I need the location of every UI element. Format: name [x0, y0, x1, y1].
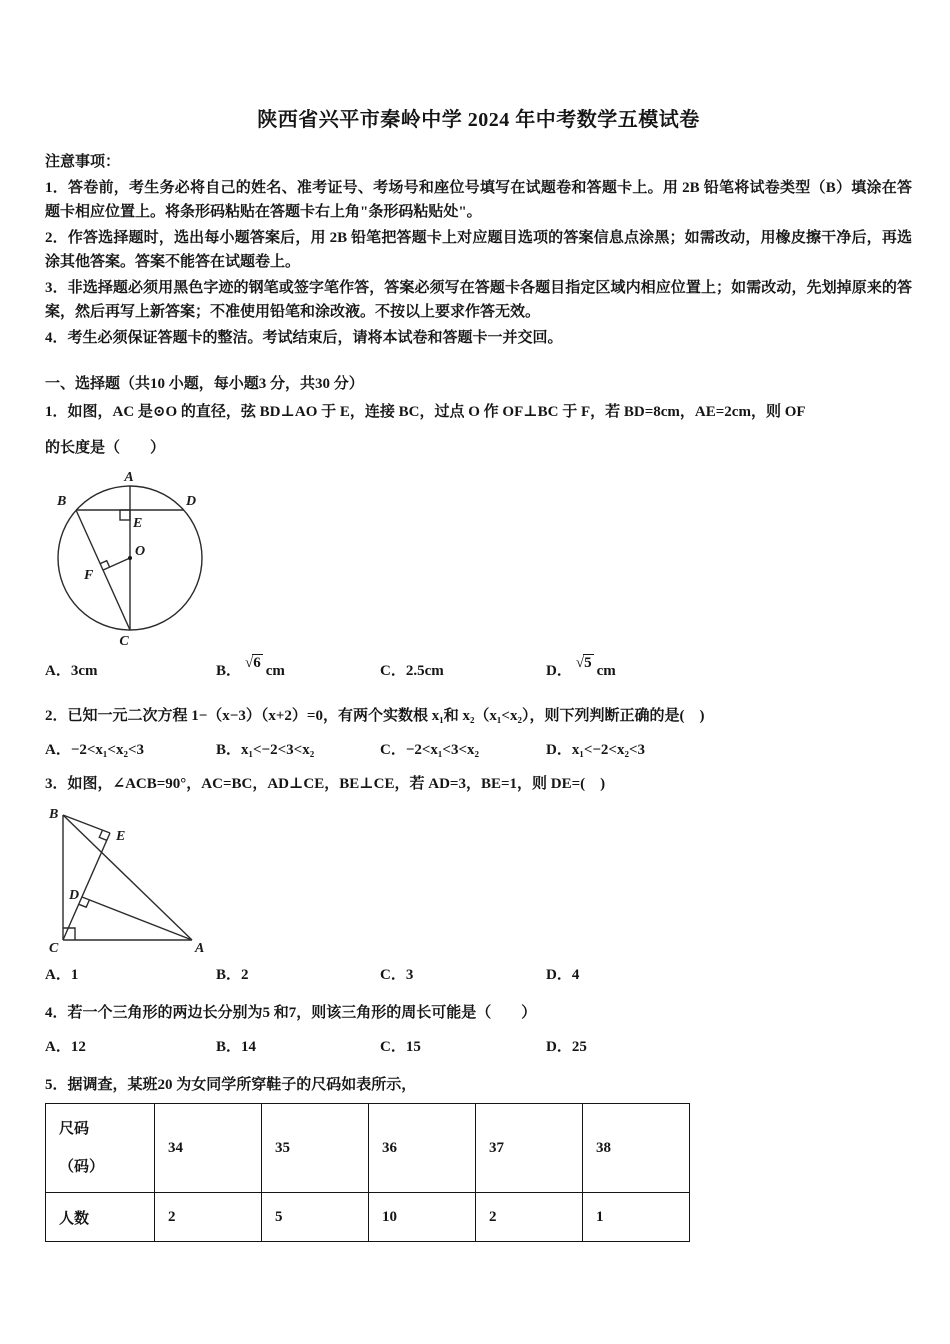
question-5-text: 5．据调查，某班20 为女同学所穿鞋子的尺码如表所示， — [45, 1077, 417, 1093]
question-2-option-c: C．−2<x₁<3<x₂ — [380, 742, 480, 758]
table-cell: 34 — [155, 1104, 262, 1193]
table-header-count: 人数 — [46, 1193, 155, 1242]
circle-geometry-figure — [45, 468, 215, 648]
question-3-option-b: B．2 — [216, 967, 249, 983]
table-cell: 38 — [583, 1104, 690, 1193]
figure-label-a: A — [124, 470, 134, 485]
table-cell: 37 — [476, 1104, 583, 1193]
radicand: 6 — [253, 655, 261, 671]
question-3-option-a: A．1 — [45, 967, 79, 983]
segment-of — [103, 558, 130, 570]
question-1-option-b — [216, 656, 380, 686]
right-angle-mark-c — [63, 928, 75, 940]
notice-heading: 注意事项： — [45, 154, 121, 170]
question-3-option-c: C．3 — [380, 967, 414, 983]
question-2-text: 2．已知一元二次方程 1−（x−3）（x+2）=0，有两个实数根 x₁和 x₂（x₁<x₂），则下列判断正确的是( ) — [45, 708, 705, 724]
segment-ba — [63, 815, 192, 940]
triangle-geometry-figure — [45, 802, 235, 957]
table-header-size-line2: （码） — [59, 1159, 105, 1175]
option-unit: cm — [265, 663, 285, 679]
notice-item-4: 4．考生必须保证答题卡的整洁。考试结束后，请将本试卷和答题卡一并交回。 — [45, 330, 563, 346]
table-row-sizes — [46, 1104, 690, 1193]
figure-label-e: E — [133, 516, 143, 531]
question-1-option-c — [380, 656, 546, 686]
option-text: C．2.5cm — [380, 663, 444, 679]
question-1-option-d — [546, 656, 912, 686]
right-angle-mark-e — [120, 510, 130, 520]
option-text: D． — [546, 663, 572, 679]
table-header-size-line1: 尺码 — [59, 1121, 90, 1137]
table-cell: 10 — [369, 1193, 476, 1242]
question-3-options — [45, 963, 912, 987]
sqrt-sign: √ — [575, 655, 584, 671]
figure-label-b: B — [57, 494, 67, 509]
question-4-text: 4．若一个三角形的两边长分别为5 和7，则该三角形的周长可能是（ ） — [45, 1005, 537, 1021]
figure-label-c: C — [49, 941, 59, 956]
table-cell: 2 — [476, 1193, 583, 1242]
sqrt-expression — [245, 655, 263, 671]
radicand: 5 — [584, 655, 592, 671]
figure-label-a: A — [195, 941, 205, 956]
question-2-option-b: B．x₁<−2<3<x₂ — [216, 742, 315, 758]
figure-label-c: C — [119, 634, 129, 648]
table-cell: 2 — [155, 1193, 262, 1242]
figure-label-o: O — [135, 544, 146, 559]
question-4-option-d: D．25 — [546, 1039, 587, 1055]
figure-label-d: D — [186, 494, 197, 509]
segment-da — [82, 897, 192, 940]
question-4-option-c: C．15 — [380, 1039, 421, 1055]
question-2-option-d: D．x₁<−2<x₂<3 — [546, 742, 646, 758]
question-4-options — [45, 1035, 912, 1059]
shoe-size-table — [45, 1103, 690, 1242]
segment-ce — [63, 833, 110, 940]
question-4-option-a: A．12 — [45, 1039, 86, 1055]
sqrt-sign: √ — [245, 655, 253, 671]
table-row-counts — [46, 1193, 690, 1242]
notice-item-1: 1．答卷前，考生务必将自己的姓名、准考证号、考场号和座位号填写在试题卷和答题卡上。用 2B 铅笔将试卷类型（B）填涂在答题卡相应位置上。将条形码粘贴在答题卡右上角"条形码粘贴处"。 — [45, 180, 912, 220]
table-cell: 36 — [369, 1104, 476, 1193]
notice-item-3: 3．非选择题必须用黑色字迹的钢笔或签字笔作答，答案必须写在答题卡各题目指定区域内相应位置上；如需改动，先划掉原来的答案，然后再写上新答案；不准使用铅笔和涂改液。不按以上要求作答无效。 — [45, 280, 912, 320]
question-3-text: 3．如图，∠ACB=90°，AC=BC，AD⊥CE，BE⊥CE，若 AD=3，BE=1，则 DE=( ) — [45, 776, 606, 792]
option-text: A．3cm — [45, 663, 98, 679]
question-1-option-a — [45, 656, 216, 686]
figure-label-b: B — [49, 807, 59, 822]
table-cell: 5 — [262, 1193, 369, 1242]
section-1-heading: 一、选择题（共10 小题，每小题3 分，共30 分） — [45, 376, 364, 392]
option-unit: cm — [596, 663, 616, 679]
table-cell: 1 — [583, 1193, 690, 1242]
question-3-option-d: D．4 — [546, 967, 580, 983]
table-header-size — [46, 1104, 155, 1193]
question-1-options — [45, 656, 912, 686]
figure-label-f: F — [84, 568, 94, 583]
sqrt-expression — [576, 655, 594, 671]
page-title: 陕西省兴平市秦岭中学 2024 年中考数学五模试卷 — [257, 109, 700, 131]
question-1-text-line-1: 1．如图，AC 是⊙O 的直径，弦 BD⊥AO 于 E，连接 BC，过点 O 作 OF⊥BC 于 F，若 BD=8cm，AE=2cm，则 OF — [45, 404, 806, 420]
notice-item-2: 2．作答选择题时，选出每小题答案后，用 2B 铅笔把答题卡上对应题目选项的答案信息点涂黑；如需改动，用橡皮擦干净后，再选涂其他答案。答案不能答在试题卷上。 — [45, 230, 912, 270]
question-1-figure — [45, 468, 912, 648]
question-4-option-b: B．14 — [216, 1039, 257, 1055]
option-text: B． — [216, 663, 242, 679]
table-cell: 35 — [262, 1104, 369, 1193]
question-1-text-line-2: 的长度是（ ） — [45, 440, 166, 456]
center-point-o — [128, 556, 132, 560]
question-2-option-a: A．−2<x₁<x₂<3 — [45, 742, 145, 758]
question-3-figure — [45, 802, 912, 957]
figure-label-d: D — [69, 888, 80, 903]
question-2-options — [45, 738, 912, 762]
figure-label-e: E — [116, 829, 126, 844]
